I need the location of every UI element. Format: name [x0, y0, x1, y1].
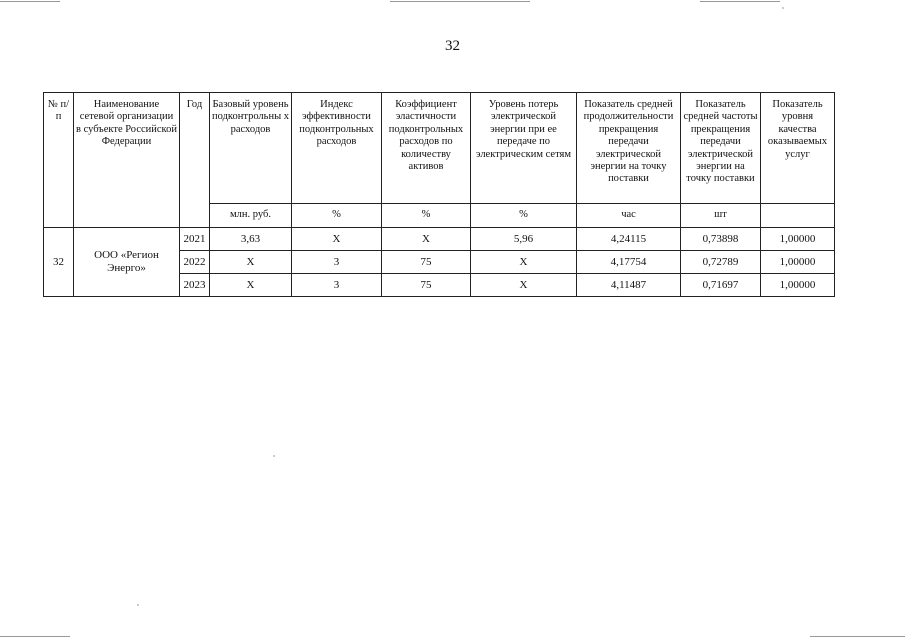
header-number: № п/п [44, 93, 74, 228]
value-cell: 0,71697 [681, 274, 761, 297]
scan-speck [137, 604, 139, 606]
unit-cell: % [471, 204, 577, 228]
unit-cell: млн. руб. [210, 204, 292, 228]
year-cell: 2023 [180, 274, 210, 297]
scan-line-top-left [0, 1, 60, 2]
value-cell: X [210, 251, 292, 274]
value-cell: 3 [292, 274, 382, 297]
header-quality-level: Показатель уровня качества оказываемых услуг [761, 93, 835, 204]
scan-line-top-mid [390, 1, 530, 2]
value-cell: 1,00000 [761, 274, 835, 297]
scan-line-bottom-left [0, 636, 70, 637]
value-cell: 75 [382, 274, 471, 297]
organization-name: ООО «Регион Энерго» [74, 228, 180, 297]
header-base-level: Базовый уровень подконтрольны х расходов [210, 93, 292, 204]
value-cell: 75 [382, 251, 471, 274]
year-cell: 2022 [180, 251, 210, 274]
header-organization: Наименование сетевой организации в субъекте Российской Федерации [74, 93, 180, 228]
header-avg-frequency: Показатель средней частоты прекращения передачи электрической энергии на точку поставки [681, 93, 761, 204]
value-cell: X [210, 274, 292, 297]
value-cell: 1,00000 [761, 228, 835, 251]
value-cell: X [382, 228, 471, 251]
value-cell: X [471, 274, 577, 297]
value-cell: 0,73898 [681, 228, 761, 251]
header-row [44, 93, 835, 204]
scan-line-top-right [700, 1, 780, 2]
header-year: Год [180, 93, 210, 228]
header-efficiency-index: Индекс эффективности подконтрольных расходов [292, 93, 382, 204]
value-cell: X [292, 228, 382, 251]
value-cell: 4,11487 [577, 274, 681, 297]
header-avg-duration: Показатель средней продолжительности прекращения передачи электрической энергии на точку поставки [577, 93, 681, 204]
page-number: 32 [445, 38, 460, 54]
year-cell: 2021 [180, 228, 210, 251]
indicators-table [43, 92, 835, 297]
unit-cell: шт [681, 204, 761, 228]
unit-cell: % [382, 204, 471, 228]
value-cell: 5,96 [471, 228, 577, 251]
scan-speck [273, 455, 275, 457]
value-cell: 3,63 [210, 228, 292, 251]
scan-speck [782, 7, 784, 9]
header-loss-level: Уровень потерь электрической энергии при ее передаче по электрическим сетям [471, 93, 577, 204]
value-cell: 1,00000 [761, 251, 835, 274]
value-cell: 4,17754 [577, 251, 681, 274]
unit-cell [761, 204, 835, 228]
unit-cell: час [577, 204, 681, 228]
scan-line-bottom-right [810, 636, 905, 637]
value-cell: 3 [292, 251, 382, 274]
table-row [44, 228, 835, 251]
value-cell: X [471, 251, 577, 274]
value-cell: 0,72789 [681, 251, 761, 274]
header-elasticity-coefficient: Коэффициент эластичности подконтрольных расходов по количеству активов [382, 93, 471, 204]
unit-cell: % [292, 204, 382, 228]
value-cell: 4,24115 [577, 228, 681, 251]
row-number: 32 [44, 228, 74, 297]
